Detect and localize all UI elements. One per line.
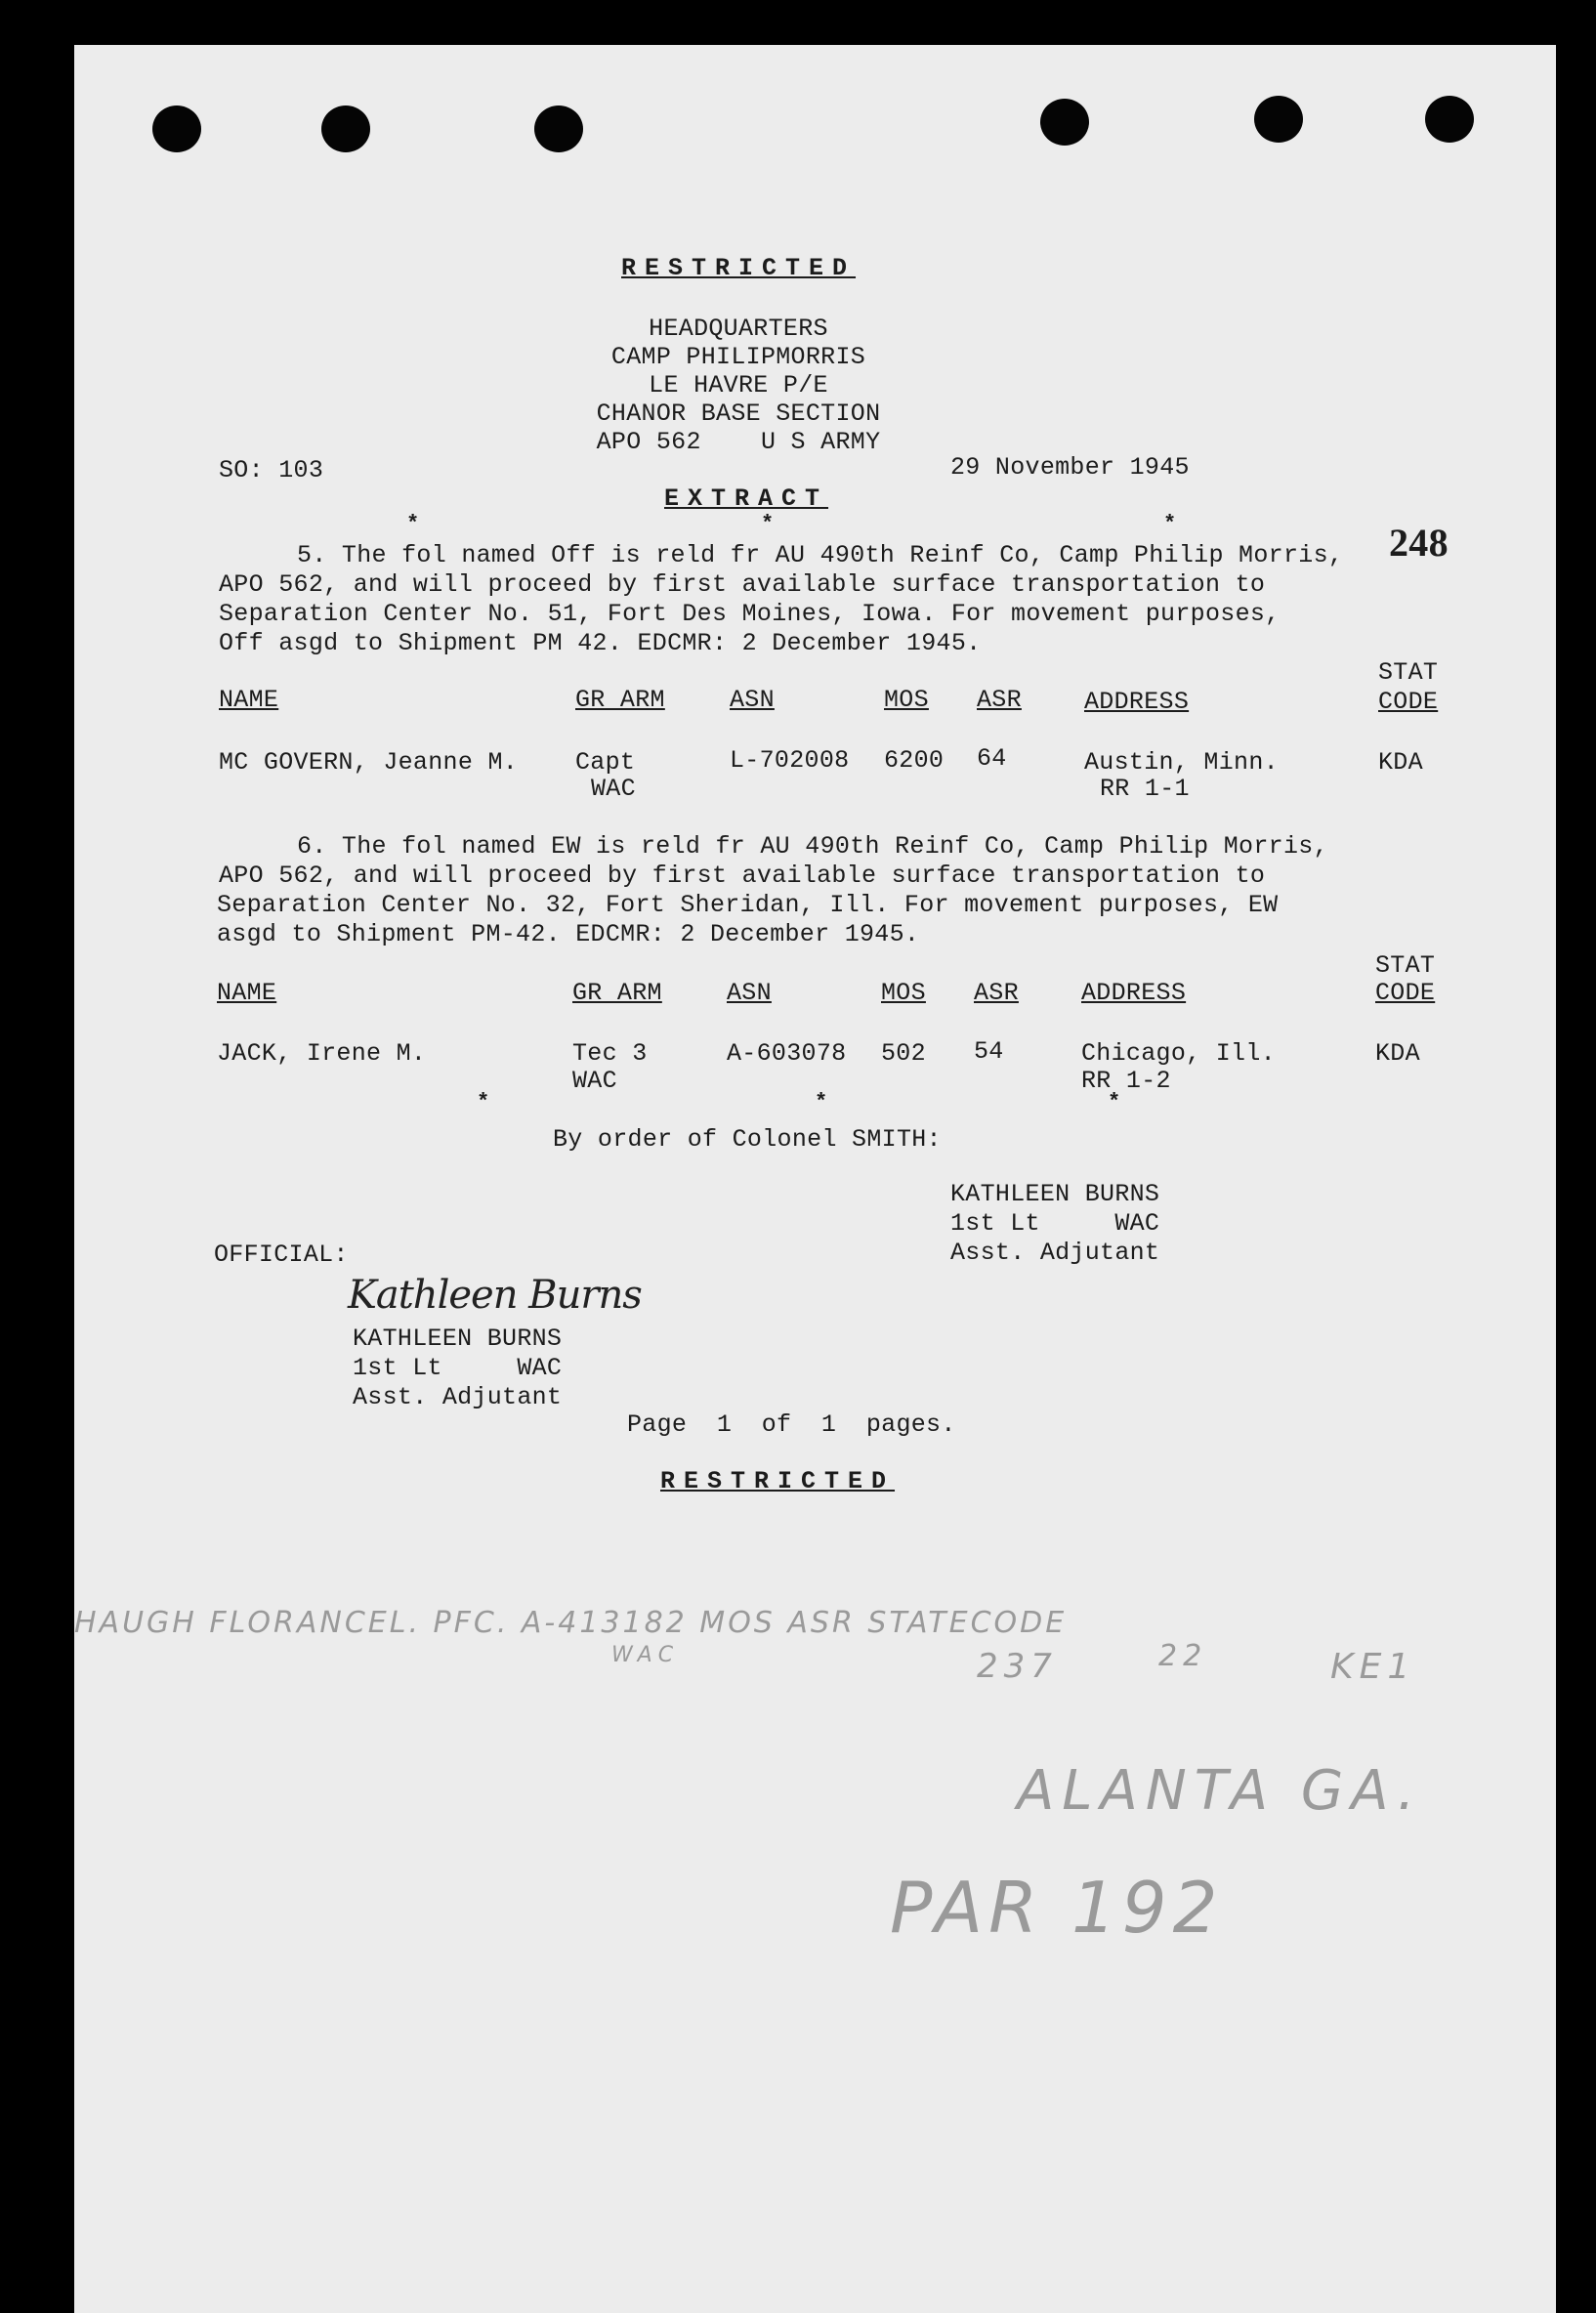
asterisk: * [815,1090,828,1114]
document-page [74,45,1556,2313]
col-mos: MOS [881,979,926,1007]
col-stat: STAT [1375,951,1436,980]
handwritten-note-city: ALANTA GA. [1017,1759,1423,1823]
asterisk: * [1108,1090,1121,1114]
row-asr: 64 [977,744,1007,773]
para5-line: Off asgd to Shipment PM 42. EDCMR: 2 December 1945. [219,629,982,657]
punch-hole [534,105,583,152]
asterisk: * [1163,512,1177,536]
col-asn: ASN [727,979,772,1007]
handwritten-note-wac: WAC [611,1643,680,1667]
signer-line: Asst. Adjutant [950,1239,1160,1267]
row-name: JACK, Irene M. [217,1039,427,1068]
para5-line: 5. The fol named Off is reld fr AU 490th Reinf Co, Camp Philip Morris, [297,541,1344,569]
handwritten-note-code: KE1 [1330,1647,1416,1687]
official-signer-line: Asst. Adjutant [353,1383,563,1411]
row-arm: WAC [572,1067,617,1095]
signer-line: KATHLEEN BURNS [950,1180,1160,1208]
para5-line: APO 562, and will proceed by first available surface transportation to [219,570,1266,599]
official-signer-line: 1st Lt WAC [353,1354,563,1382]
restricted-header: RESTRICTED [621,254,857,282]
row-asn: A-603078 [727,1039,847,1068]
asterisk: * [477,1090,490,1114]
col-stat: STAT [1378,658,1439,687]
col-name: NAME [219,686,279,714]
asterisk: * [761,512,775,536]
col-mos: MOS [884,686,929,714]
para6-line: APO 562, and will proceed by first available surface transportation to [219,862,1266,890]
page-count: Page 1 of 1 pages. [627,1410,956,1439]
restricted-footer: RESTRICTED [660,1467,896,1495]
col-asn: ASN [730,686,775,714]
handwritten-note-asr: 22 [1158,1639,1208,1673]
order-date: 29 November 1945 [950,453,1190,482]
official-signer-line: KATHLEEN BURNS [353,1325,563,1353]
row-address: Austin, Minn. [1084,748,1279,777]
row-mos: 502 [881,1039,926,1068]
para6-line: 6. The fol named EW is reld fr AU 490th Reinf Co, Camp Philip Morris, [297,832,1328,861]
punch-hole [321,105,370,152]
special-order-number: SO: 103 [219,456,324,484]
col-gr-arm: GR ARM [572,979,662,1007]
row-mos: 6200 [884,746,945,775]
extract-title: EXTRACT [664,484,829,513]
col-gr-arm: GR ARM [575,686,665,714]
punch-hole [1425,96,1474,143]
hq-line: APO 562 U S ARMY [596,428,881,456]
row-asr: 54 [974,1037,1004,1066]
para6-line: asgd to Shipment PM-42. EDCMR: 2 December 1945. [217,920,920,948]
col-address: ADDRESS [1084,688,1190,716]
hq-line: LE HAVRE P/E [649,371,828,400]
col-code: CODE [1378,688,1439,716]
col-code: CODE [1375,979,1436,1007]
punch-hole [152,105,201,152]
para5-line: Separation Center No. 51, Fort Des Moines, Iowa. For movement purposes, [219,600,1281,628]
col-asr: ASR [977,686,1022,714]
row-asn: L-702008 [730,746,850,775]
row-grade: Capt [575,748,636,777]
col-name: NAME [217,979,277,1007]
row-stat-code: KDA [1375,1039,1420,1068]
handwritten-note-mos: 237 [977,1647,1058,1686]
hq-line: CHANOR BASE SECTION [596,400,881,428]
handwritten-signature: Kathleen Burns [348,1273,642,1318]
asterisk: * [406,512,420,536]
row-address: Chicago, Ill. [1081,1039,1276,1068]
punch-hole [1040,99,1089,146]
punch-hole [1254,96,1303,143]
para6-line: Separation Center No. 32, Fort Sheridan, Ill. For movement purposes, EW [217,891,1279,919]
hq-line: CAMP PHILIPMORRIS [610,343,866,371]
by-order-line: By order of Colonel SMITH: [553,1125,942,1154]
row-address2: RR 1-2 [1081,1067,1171,1095]
hq-line: HEADQUARTERS [649,315,828,343]
row-stat-code: KDA [1378,748,1423,777]
col-address: ADDRESS [1081,979,1187,1007]
page-stamp-number: 248 [1389,521,1449,565]
handwritten-note-line: HAUGH FLORANCEL. PFC. A-413182 MOS ASR STATECODE [74,1606,1068,1640]
row-grade: Tec 3 [572,1039,648,1068]
row-name: MC GOVERN, Jeanne M. [219,748,519,777]
col-asr: ASR [974,979,1019,1007]
signer-line: 1st Lt WAC [950,1209,1160,1238]
row-arm: WAC [591,775,636,803]
official-label: OFFICIAL: [214,1241,349,1269]
row-address2: RR 1-1 [1100,775,1190,803]
handwritten-note-paragraph: PAR 192 [890,1867,1224,1949]
